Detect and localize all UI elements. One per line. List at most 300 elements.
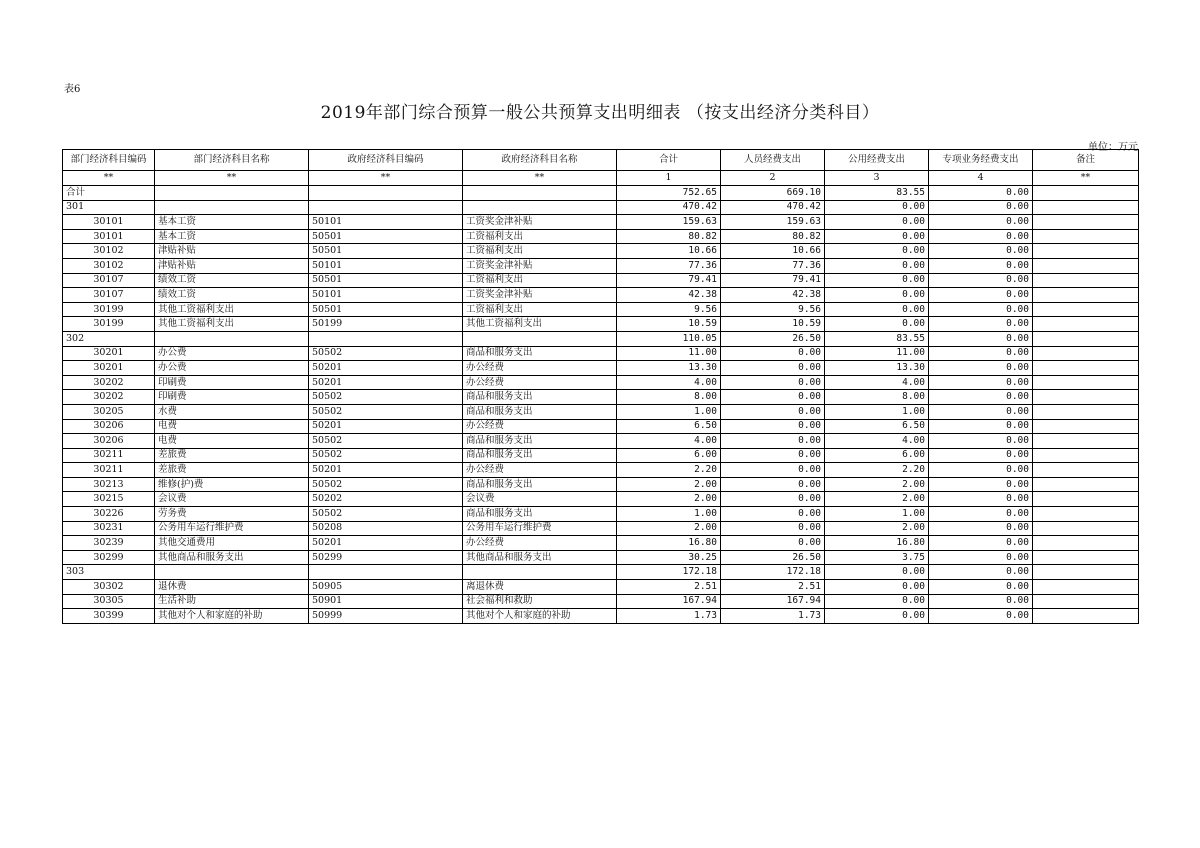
- dept-name-cell: 生活补助: [155, 594, 309, 609]
- dept-name-cell: 维修(护)费: [155, 477, 309, 492]
- table-row: [63, 331, 1139, 346]
- total-cell: 2.51: [617, 580, 721, 595]
- personnel-cell: 0.00: [721, 375, 825, 390]
- note-cell: [1033, 550, 1139, 565]
- dept-name-cell: 绩效工资: [155, 273, 309, 288]
- dept-name-cell: 电费: [155, 434, 309, 449]
- gov-code-cell: 50299: [309, 550, 463, 565]
- gov-name-cell: 商品和服务支出: [463, 434, 617, 449]
- dept-code-cell: 30199: [63, 317, 155, 332]
- public-cell: 0.00: [825, 580, 929, 595]
- table-row: [63, 434, 1139, 449]
- special-cell: 0.00: [929, 536, 1033, 551]
- table-row: [63, 186, 1139, 201]
- note-cell: [1033, 521, 1139, 536]
- special-cell: 0.00: [929, 594, 1033, 609]
- note-cell: [1033, 419, 1139, 434]
- dept-code-cell: 30101: [63, 229, 155, 244]
- table-row: [63, 521, 1139, 536]
- table-row: [63, 580, 1139, 595]
- special-cell: 0.00: [929, 477, 1033, 492]
- public-cell: 0.00: [825, 258, 929, 273]
- total-cell: 30.25: [617, 550, 721, 565]
- dept-code-cell: 30305: [63, 594, 155, 609]
- dept-name-cell: 其他商品和服务支出: [155, 550, 309, 565]
- total-cell: 1.00: [617, 404, 721, 419]
- personnel-cell: 0.00: [721, 448, 825, 463]
- table-row: [63, 419, 1139, 434]
- dept-code-cell: 30206: [63, 434, 155, 449]
- table-row: [63, 229, 1139, 244]
- gov-code-cell: [309, 200, 463, 215]
- dept-name-cell: 水费: [155, 404, 309, 419]
- gov-code-cell: 50101: [309, 258, 463, 273]
- gov-code-cell: 50501: [309, 273, 463, 288]
- personnel-cell: 0.00: [721, 404, 825, 419]
- personnel-cell: 0.00: [721, 361, 825, 376]
- public-cell: 2.00: [825, 521, 929, 536]
- public-cell: 0.00: [825, 273, 929, 288]
- note-cell: [1033, 215, 1139, 230]
- gov-code-cell: 50905: [309, 580, 463, 595]
- total-cell: 1.00: [617, 507, 721, 522]
- note-cell: [1033, 434, 1139, 449]
- dept-name-cell: 其他对个人和家庭的补助: [155, 609, 309, 624]
- personnel-cell: 470.42: [721, 200, 825, 215]
- total-cell: 6.50: [617, 419, 721, 434]
- table-row: [63, 448, 1139, 463]
- gov-name-cell: 商品和服务支出: [463, 390, 617, 405]
- note-cell: [1033, 346, 1139, 361]
- table-row: [63, 302, 1139, 317]
- gov-name-cell: 其他工资福利支出: [463, 317, 617, 332]
- gov-code-cell: 50101: [309, 288, 463, 303]
- gov-name-cell: 其他商品和服务支出: [463, 550, 617, 565]
- note-cell: [1033, 609, 1139, 624]
- gov-code-cell: [309, 186, 463, 201]
- special-cell: 0.00: [929, 186, 1033, 201]
- column-header: 专项业务经费支出: [929, 150, 1033, 171]
- public-cell: 0.00: [825, 200, 929, 215]
- special-cell: 0.00: [929, 448, 1033, 463]
- table-number: 表6: [64, 84, 81, 95]
- gov-code-cell: 50201: [309, 419, 463, 434]
- gov-code-cell: 50208: [309, 521, 463, 536]
- dept-name-cell: 津贴补贴: [155, 244, 309, 259]
- gov-code-cell: 50201: [309, 536, 463, 551]
- index-cell: 3: [825, 171, 929, 186]
- table-row: [63, 594, 1139, 609]
- dept-code-cell: 301: [63, 200, 155, 215]
- total-cell: 159.63: [617, 215, 721, 230]
- personnel-cell: 2.51: [721, 580, 825, 595]
- gov-name-cell: [463, 331, 617, 346]
- dept-code-cell: 30107: [63, 273, 155, 288]
- public-cell: 4.00: [825, 434, 929, 449]
- dept-name-cell: [155, 565, 309, 580]
- public-cell: 8.00: [825, 390, 929, 405]
- public-cell: 6.00: [825, 448, 929, 463]
- index-cell: **: [1033, 171, 1139, 186]
- special-cell: 0.00: [929, 302, 1033, 317]
- table-row: [63, 536, 1139, 551]
- gov-name-cell: 商品和服务支出: [463, 346, 617, 361]
- note-cell: [1033, 258, 1139, 273]
- gov-name-cell: 办公经费: [463, 375, 617, 390]
- dept-code-cell: 30302: [63, 580, 155, 595]
- special-cell: 0.00: [929, 346, 1033, 361]
- note-cell: [1033, 448, 1139, 463]
- personnel-cell: 0.00: [721, 463, 825, 478]
- special-cell: 0.00: [929, 419, 1033, 434]
- public-cell: 13.30: [825, 361, 929, 376]
- dept-name-cell: 其他工资福利支出: [155, 302, 309, 317]
- personnel-cell: 80.82: [721, 229, 825, 244]
- total-cell: 77.36: [617, 258, 721, 273]
- note-cell: [1033, 463, 1139, 478]
- dept-code-cell: 30107: [63, 288, 155, 303]
- dept-name-cell: 其他交通费用: [155, 536, 309, 551]
- public-cell: 2.00: [825, 492, 929, 507]
- personnel-cell: 0.00: [721, 521, 825, 536]
- total-cell: 13.30: [617, 361, 721, 376]
- total-cell: 8.00: [617, 390, 721, 405]
- note-cell: [1033, 244, 1139, 259]
- special-cell: 0.00: [929, 521, 1033, 536]
- column-header: 政府经济科目编码: [309, 150, 463, 171]
- gov-code-cell: 50201: [309, 361, 463, 376]
- dept-code-cell: 30231: [63, 521, 155, 536]
- index-cell: **: [155, 171, 309, 186]
- index-cell: **: [463, 171, 617, 186]
- personnel-cell: 0.00: [721, 419, 825, 434]
- special-cell: 0.00: [929, 463, 1033, 478]
- gov-name-cell: 工资福利支出: [463, 273, 617, 288]
- public-cell: 0.00: [825, 565, 929, 580]
- total-cell: 10.66: [617, 244, 721, 259]
- public-cell: 0.00: [825, 594, 929, 609]
- dept-name-cell: 基本工资: [155, 215, 309, 230]
- public-cell: 1.00: [825, 404, 929, 419]
- column-header: 备注: [1033, 150, 1139, 171]
- dept-name-cell: [155, 186, 309, 201]
- index-cell: **: [309, 171, 463, 186]
- table-row: [63, 390, 1139, 405]
- total-cell: 4.00: [617, 375, 721, 390]
- note-cell: [1033, 331, 1139, 346]
- special-cell: 0.00: [929, 492, 1033, 507]
- gov-name-cell: [463, 565, 617, 580]
- table-row: [63, 375, 1139, 390]
- personnel-cell: 10.66: [721, 244, 825, 259]
- note-cell: [1033, 536, 1139, 551]
- public-cell: 0.00: [825, 229, 929, 244]
- gov-code-cell: 50501: [309, 244, 463, 259]
- index-row: [63, 171, 1139, 186]
- dept-name-cell: 退休费: [155, 580, 309, 595]
- index-cell: **: [63, 171, 155, 186]
- public-cell: 1.00: [825, 507, 929, 522]
- page-title: 2019年部门综合预算一般公共预算支出明细表 （按支出经济分类科目）: [320, 103, 880, 123]
- gov-code-cell: 50502: [309, 404, 463, 419]
- gov-name-cell: 商品和服务支出: [463, 507, 617, 522]
- column-header: 政府经济科目名称: [463, 150, 617, 171]
- dept-name-cell: 公务用车运行维护费: [155, 521, 309, 536]
- dept-code-cell: 302: [63, 331, 155, 346]
- table-row: [63, 565, 1139, 580]
- gov-code-cell: 50999: [309, 609, 463, 624]
- dept-name-cell: [155, 200, 309, 215]
- special-cell: 0.00: [929, 390, 1033, 405]
- gov-code-cell: 50501: [309, 229, 463, 244]
- gov-name-cell: 办公经费: [463, 463, 617, 478]
- personnel-cell: 669.10: [721, 186, 825, 201]
- public-cell: 2.20: [825, 463, 929, 478]
- total-cell: 11.00: [617, 346, 721, 361]
- personnel-cell: 9.56: [721, 302, 825, 317]
- personnel-cell: 172.18: [721, 565, 825, 580]
- column-header: 人员经费支出: [721, 150, 825, 171]
- gov-name-cell: 其他对个人和家庭的补助: [463, 609, 617, 624]
- dept-name-cell: 电费: [155, 419, 309, 434]
- header-row: [63, 150, 1139, 171]
- gov-code-cell: [309, 565, 463, 580]
- gov-code-cell: 50201: [309, 463, 463, 478]
- note-cell: [1033, 200, 1139, 215]
- public-cell: 0.00: [825, 215, 929, 230]
- table-row: [63, 507, 1139, 522]
- unit-label: 单位：万元: [1088, 142, 1138, 153]
- note-cell: [1033, 492, 1139, 507]
- personnel-cell: 42.38: [721, 288, 825, 303]
- gov-name-cell: [463, 200, 617, 215]
- table-row: [63, 244, 1139, 259]
- note-cell: [1033, 404, 1139, 419]
- special-cell: 0.00: [929, 244, 1033, 259]
- note-cell: [1033, 507, 1139, 522]
- dept-name-cell: 会议费: [155, 492, 309, 507]
- gov-name-cell: 会议费: [463, 492, 617, 507]
- column-header: 部门经济科目编码: [63, 150, 155, 171]
- total-cell: 167.94: [617, 594, 721, 609]
- dept-code-cell: 30299: [63, 550, 155, 565]
- gov-name-cell: 工资福利支出: [463, 244, 617, 259]
- table-row: [63, 609, 1139, 624]
- personnel-cell: 77.36: [721, 258, 825, 273]
- gov-code-cell: 50501: [309, 302, 463, 317]
- personnel-cell: 26.50: [721, 550, 825, 565]
- dept-code-cell: 30211: [63, 463, 155, 478]
- total-cell: 2.00: [617, 492, 721, 507]
- personnel-cell: 79.41: [721, 273, 825, 288]
- public-cell: 0.00: [825, 302, 929, 317]
- special-cell: 0.00: [929, 273, 1033, 288]
- public-cell: 83.55: [825, 186, 929, 201]
- special-cell: 0.00: [929, 609, 1033, 624]
- note-cell: [1033, 390, 1139, 405]
- gov-code-cell: [309, 331, 463, 346]
- total-cell: 2.00: [617, 477, 721, 492]
- expenditure-table: [62, 149, 1139, 624]
- gov-name-cell: 工资福利支出: [463, 302, 617, 317]
- total-cell: 752.65: [617, 186, 721, 201]
- index-cell: 2: [721, 171, 825, 186]
- public-cell: 0.00: [825, 244, 929, 259]
- personnel-cell: 0.00: [721, 434, 825, 449]
- special-cell: 0.00: [929, 580, 1033, 595]
- gov-code-cell: 50901: [309, 594, 463, 609]
- table-row: [63, 477, 1139, 492]
- personnel-cell: 0.00: [721, 507, 825, 522]
- dept-code-cell: 30201: [63, 346, 155, 361]
- dept-name-cell: 津贴补贴: [155, 258, 309, 273]
- dept-code-cell: 30102: [63, 258, 155, 273]
- special-cell: 0.00: [929, 258, 1033, 273]
- table-row: [63, 258, 1139, 273]
- table-row: [63, 404, 1139, 419]
- gov-name-cell: [463, 186, 617, 201]
- index-cell: 1: [617, 171, 721, 186]
- dept-name-cell: 基本工资: [155, 229, 309, 244]
- table-row: [63, 492, 1139, 507]
- personnel-cell: 10.59: [721, 317, 825, 332]
- gov-code-cell: 50199: [309, 317, 463, 332]
- dept-code-cell: 30205: [63, 404, 155, 419]
- special-cell: 0.00: [929, 331, 1033, 346]
- public-cell: 16.80: [825, 536, 929, 551]
- dept-name-cell: 劳务费: [155, 507, 309, 522]
- public-cell: 0.00: [825, 609, 929, 624]
- public-cell: 0.00: [825, 317, 929, 332]
- note-cell: [1033, 186, 1139, 201]
- special-cell: 0.00: [929, 215, 1033, 230]
- total-cell: 10.59: [617, 317, 721, 332]
- gov-code-cell: 50502: [309, 477, 463, 492]
- personnel-cell: 159.63: [721, 215, 825, 230]
- table-row: [63, 550, 1139, 565]
- total-cell: 2.20: [617, 463, 721, 478]
- dept-name-cell: [155, 331, 309, 346]
- dept-name-cell: 印刷费: [155, 375, 309, 390]
- special-cell: 0.00: [929, 200, 1033, 215]
- dept-code-cell: 30399: [63, 609, 155, 624]
- note-cell: [1033, 565, 1139, 580]
- note-cell: [1033, 229, 1139, 244]
- gov-name-cell: 公务用车运行维护费: [463, 521, 617, 536]
- dept-code-cell: 30215: [63, 492, 155, 507]
- total-cell: 470.42: [617, 200, 721, 215]
- gov-name-cell: 办公经费: [463, 419, 617, 434]
- index-cell: 4: [929, 171, 1033, 186]
- dept-code-cell: 30239: [63, 536, 155, 551]
- gov-name-cell: 离退休费: [463, 580, 617, 595]
- dept-code-cell: 30102: [63, 244, 155, 259]
- table-row: [63, 200, 1139, 215]
- note-cell: [1033, 375, 1139, 390]
- dept-code-cell: 30226: [63, 507, 155, 522]
- note-cell: [1033, 302, 1139, 317]
- dept-code-cell: 30101: [63, 215, 155, 230]
- column-header: 公用经费支出: [825, 150, 929, 171]
- personnel-cell: 0.00: [721, 390, 825, 405]
- personnel-cell: 26.50: [721, 331, 825, 346]
- gov-code-cell: 50101: [309, 215, 463, 230]
- personnel-cell: 0.00: [721, 477, 825, 492]
- total-cell: 4.00: [617, 434, 721, 449]
- gov-name-cell: 商品和服务支出: [463, 404, 617, 419]
- public-cell: 83.55: [825, 331, 929, 346]
- note-cell: [1033, 361, 1139, 376]
- table-row: [63, 215, 1139, 230]
- dept-code-cell: 合计: [63, 186, 155, 201]
- note-cell: [1033, 317, 1139, 332]
- special-cell: 0.00: [929, 288, 1033, 303]
- dept-name-cell: 差旅费: [155, 463, 309, 478]
- special-cell: 0.00: [929, 229, 1033, 244]
- gov-name-cell: 办公经费: [463, 361, 617, 376]
- public-cell: 11.00: [825, 346, 929, 361]
- total-cell: 110.05: [617, 331, 721, 346]
- special-cell: 0.00: [929, 550, 1033, 565]
- gov-code-cell: 50202: [309, 492, 463, 507]
- public-cell: 0.00: [825, 288, 929, 303]
- note-cell: [1033, 273, 1139, 288]
- personnel-cell: 1.73: [721, 609, 825, 624]
- total-cell: 1.73: [617, 609, 721, 624]
- personnel-cell: 0.00: [721, 492, 825, 507]
- gov-code-cell: 50201: [309, 375, 463, 390]
- total-cell: 9.56: [617, 302, 721, 317]
- dept-name-cell: 印刷费: [155, 390, 309, 405]
- personnel-cell: 0.00: [721, 346, 825, 361]
- dept-name-cell: 办公费: [155, 361, 309, 376]
- public-cell: 6.50: [825, 419, 929, 434]
- special-cell: 0.00: [929, 404, 1033, 419]
- gov-name-cell: 工资奖金津补贴: [463, 258, 617, 273]
- column-header: 部门经济科目名称: [155, 150, 309, 171]
- dept-code-cell: 30206: [63, 419, 155, 434]
- table-row: [63, 288, 1139, 303]
- personnel-cell: 167.94: [721, 594, 825, 609]
- gov-code-cell: 50502: [309, 434, 463, 449]
- gov-name-cell: 商品和服务支出: [463, 448, 617, 463]
- special-cell: 0.00: [929, 375, 1033, 390]
- total-cell: 80.82: [617, 229, 721, 244]
- table-row: [63, 361, 1139, 376]
- dept-code-cell: 30202: [63, 375, 155, 390]
- public-cell: 4.00: [825, 375, 929, 390]
- gov-name-cell: 工资福利支出: [463, 229, 617, 244]
- total-cell: 42.38: [617, 288, 721, 303]
- table-row: [63, 346, 1139, 361]
- dept-code-cell: 30213: [63, 477, 155, 492]
- dept-code-cell: 303: [63, 565, 155, 580]
- public-cell: 2.00: [825, 477, 929, 492]
- dept-code-cell: 30211: [63, 448, 155, 463]
- total-cell: 6.00: [617, 448, 721, 463]
- note-cell: [1033, 580, 1139, 595]
- gov-name-cell: 工资奖金津补贴: [463, 288, 617, 303]
- gov-code-cell: 50502: [309, 448, 463, 463]
- gov-name-cell: 工资奖金津补贴: [463, 215, 617, 230]
- total-cell: 172.18: [617, 565, 721, 580]
- gov-code-cell: 50502: [309, 346, 463, 361]
- dept-name-cell: 差旅费: [155, 448, 309, 463]
- gov-code-cell: 50502: [309, 390, 463, 405]
- dept-name-cell: 绩效工资: [155, 288, 309, 303]
- note-cell: [1033, 288, 1139, 303]
- special-cell: 0.00: [929, 434, 1033, 449]
